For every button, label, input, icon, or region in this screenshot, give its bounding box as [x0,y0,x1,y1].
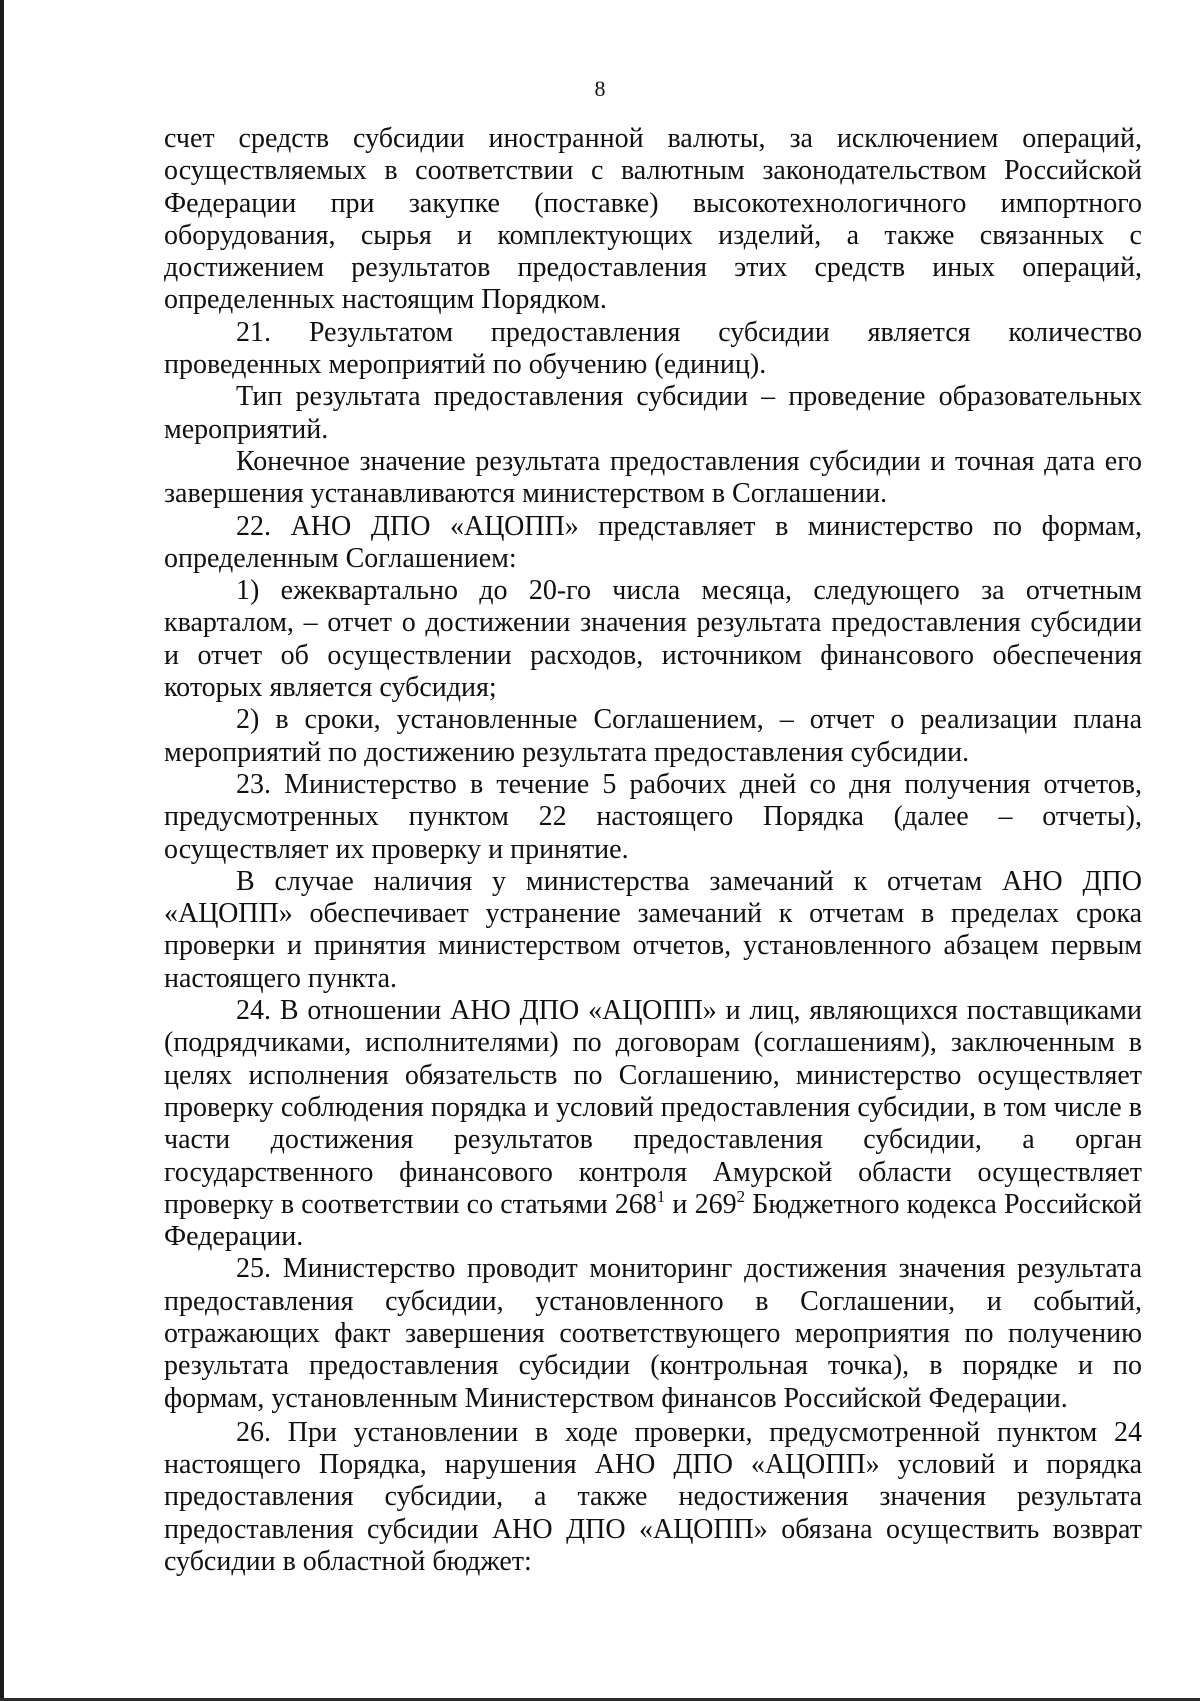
document-body [164,123,1142,1578]
paragraph-item-21: 21. Результатом предоставления субсидии является количество проведенных мероприятий по обучению (единиц). [164,316,1142,381]
paragraph-result-type: Тип результата предоставления субсидии – проведение образовательных мероприятий. [164,381,1142,445]
page-number: 8 [594,76,606,101]
paragraph-item-26: 26. При установлении в ходе проверки, предусмотренной пунктом 24 настоящего Порядка, нарушения АНО ДПО «АЦОПП» условий и порядка предоставления субсидии, а также недостижения значения результата предоставления субсидии АНО ДПО «АЦОПП» обязана осуществить возврат субсидии в областной бюджет: [164,1416,1142,1578]
paragraph-item-24-text-before: 24. В отношении АНО ДПО «АЦОПП» и лиц, являющихся поставщиками (подрядчиками, исполнителями) по договорам (соглашениям), заключенным в целях исполнения обязательств по Соглашению, министерство осуществляет проверку соблюдения порядка и условий предоставления субсидии, в том числе в части достижения результатов предоставления субсидии, а орган государственного финансового контроля Амурской области осуществляет проверку в соответствии со статьями 268 [164,995,1142,1220]
paragraph-item-22-sub-2: 2) в сроки, установленные Соглашением, – отчет о реализации плана мероприятий по достижению результата предоставления субсидии. [164,704,1142,768]
paragraph-continuation: счет средств субсидии иностранной валюты, за исключением операций, осуществляемых в соответствии с валютным законодательством Российской Федерации при закупке (поставке) высокотехнологичного импортного оборудования, сырья и комплектующих изделий, а также связанных с достижением результатов предоставления этих средств иных операций, определенных настоящим Порядком. [164,123,1142,316]
scan-left-edge [0,0,4,1701]
paragraph-item-24-text-after: Бюджетного кодекса Российской Федерации. [164,1188,1142,1253]
paragraph-item-25: 25. Министерство проводит мониторинг достижения значения результата предоставления субсидии, установленного в Соглашении, и событий, отражающих факт завершения соответствующего мероприятия по получению результата предоставления субсидии (контрольная точка), в порядке и по формам, установленным Министерством финансов Российской Федерации. [164,1253,1142,1414]
paragraph-final-value: Конечное значение результата предоставления субсидии и точная дата его завершения устанавливаются министерством в Соглашении. [164,445,1142,510]
paragraph-item-24 [164,995,1142,1253]
superscript-article-269: 2 [736,1186,746,1206]
superscript-article-268: 1 [656,1186,666,1206]
paragraph-item-23-remarks: В случае наличия у министерства замечаний к отчетам АНО ДПО «АЦОПП» обеспечивает устранение замечаний к отчетам в пределах срока проверки и принятия министерством отчетов, установленного абзацем первым настоящего пункта. [164,865,1142,994]
paragraph-item-22-sub-1: 1) ежеквартально до 20-го числа месяца, следующего за отчетным кварталом, – отчет о достижении значения результата предоставления субсидии и отчет об осуществлении расходов, источником финансового обеспечения которых является субсидия; [164,575,1142,704]
paragraph-item-22: 22. АНО ДПО «АЦОПП» представляет в министерство по формам, определенным Соглашением: [164,510,1142,574]
paragraph-item-23: 23. Министерство в течение 5 рабочих дней со дня получения отчетов, предусмотренных пунктом 22 настоящего Порядка (далее – отчеты), осуществляет их проверку и принятие. [164,768,1142,865]
paragraph-item-24-text-mid: и 269 [665,1188,737,1220]
